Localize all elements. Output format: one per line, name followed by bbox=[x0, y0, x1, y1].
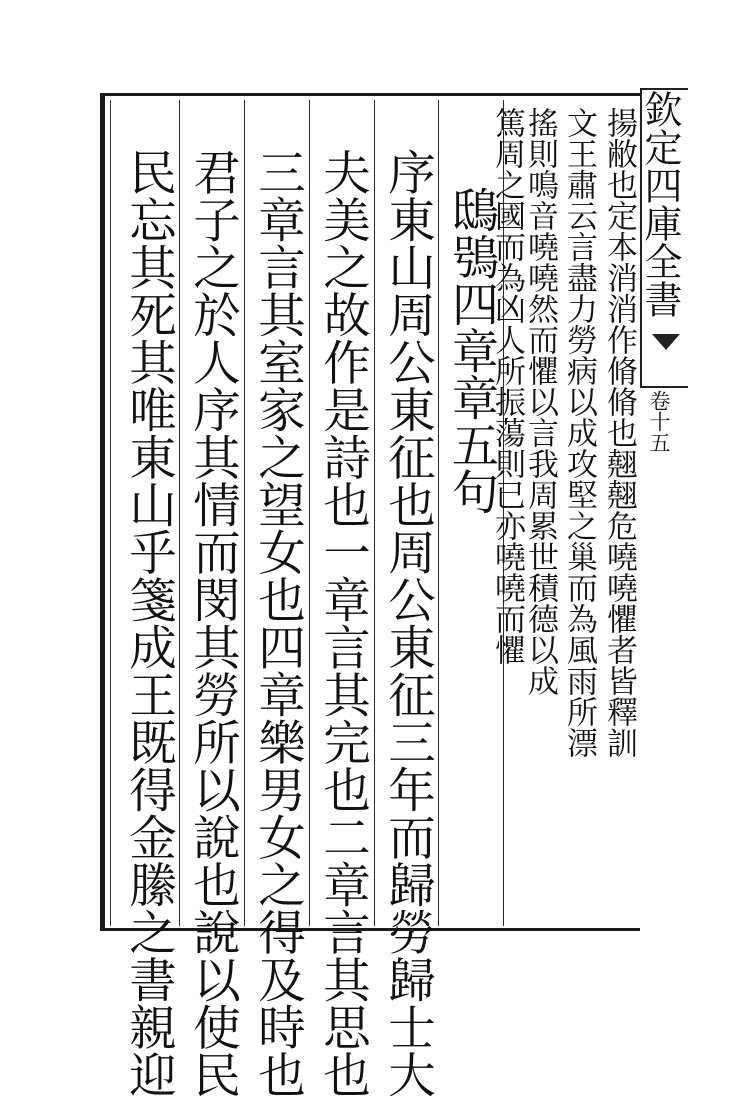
book-title: 欽定四庫全書 bbox=[638, 90, 682, 318]
column-rule bbox=[309, 100, 310, 926]
note-column-4: 篤周之國而為凶人所振蕩則已亦嘵嘵而懼 bbox=[489, 107, 525, 665]
fishtail-mark bbox=[652, 334, 680, 350]
note-column-1: 揚敝也定本消消作脩脩也翹翹危嘵嘵懼者皆釋訓 bbox=[601, 107, 637, 758]
column-rule bbox=[374, 100, 375, 926]
main-text-column-4: 君子之於人序其情而閔其勞所以說也說以使民 bbox=[184, 148, 240, 1098]
note-column-3: 搖則鳴音嘵嘵然而懼以言我周累世積德以成 bbox=[522, 107, 558, 696]
main-text-column-5: 民忘其死其唯東山乎箋成王既得金縢之書親迎 bbox=[120, 148, 176, 1098]
note-column-2: 文王肅云言盡力勞病以成攻堅之巢而為風雨所漂 bbox=[561, 107, 597, 758]
column-rule bbox=[179, 100, 180, 926]
column-rule bbox=[244, 100, 245, 926]
main-text-column-2: 夫美之故作是詩也一章言其完也二章言其思也 bbox=[314, 148, 370, 1098]
column-rule bbox=[438, 100, 439, 926]
page-frame bbox=[100, 93, 640, 931]
section-title: 鴟鴞四章章五句 bbox=[444, 186, 499, 515]
main-text-column-3: 三章言其室家之望女也四章樂男女之得及時也 bbox=[249, 148, 305, 1098]
juan-number: 卷十五 bbox=[647, 390, 671, 453]
main-text-column-1: 序東山周公東征也周公東征三年而歸勞歸士大 bbox=[379, 148, 435, 1098]
frame-inner-line bbox=[110, 100, 111, 926]
